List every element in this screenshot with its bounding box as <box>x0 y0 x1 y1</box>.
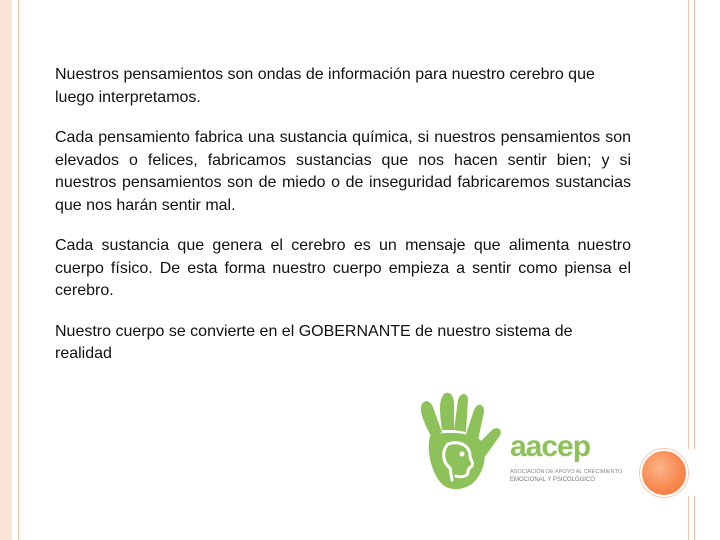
orange-circle-decoration <box>640 449 688 497</box>
body-text <box>55 64 631 384</box>
right-decorative-line <box>688 0 689 449</box>
paragraph: Nuestros pensamientos son ondas de información para nuestro cerebro que luego interpretamos. <box>55 66 595 106</box>
left-decorative-bar <box>0 0 12 540</box>
logo-subtitle: EMOCIONAL Y PSICOLÓGICO <box>510 477 595 483</box>
left-decorative-line <box>18 0 19 540</box>
hand-face-icon <box>404 388 514 496</box>
right-decorative-line <box>694 496 695 540</box>
logo-subtitle: ASOCIACIÓN DE APOYO AL CRECIMIENTO <box>510 469 623 475</box>
right-decorative-line <box>688 496 689 540</box>
paragraph: Cada sustancia que genera el cerebro es un mensaje que alimenta nuestro cuerpo físico. De esta forma nuestro cuerpo empieza a sentir como piensa el cerebro. <box>55 237 631 299</box>
logo-brand: aacep <box>510 430 591 463</box>
logo-text <box>510 432 622 484</box>
paragraph: Cada pensamiento fabrica una sustancia química, si nuestros pensamientos son elevados o felices, fabricamos sustancias que nos hacen sentir bien; y si nuestros pensamientos son de miedo o de inseguridad fabricaremos sustancias que nos harán sentir mal. <box>55 129 631 214</box>
paragraph: Nuestro cuerpo se convierte en el GOBERNANTE de nuestro sistema de realidad <box>55 322 573 362</box>
aacep-logo <box>404 388 623 496</box>
right-decorative-line <box>694 0 695 449</box>
